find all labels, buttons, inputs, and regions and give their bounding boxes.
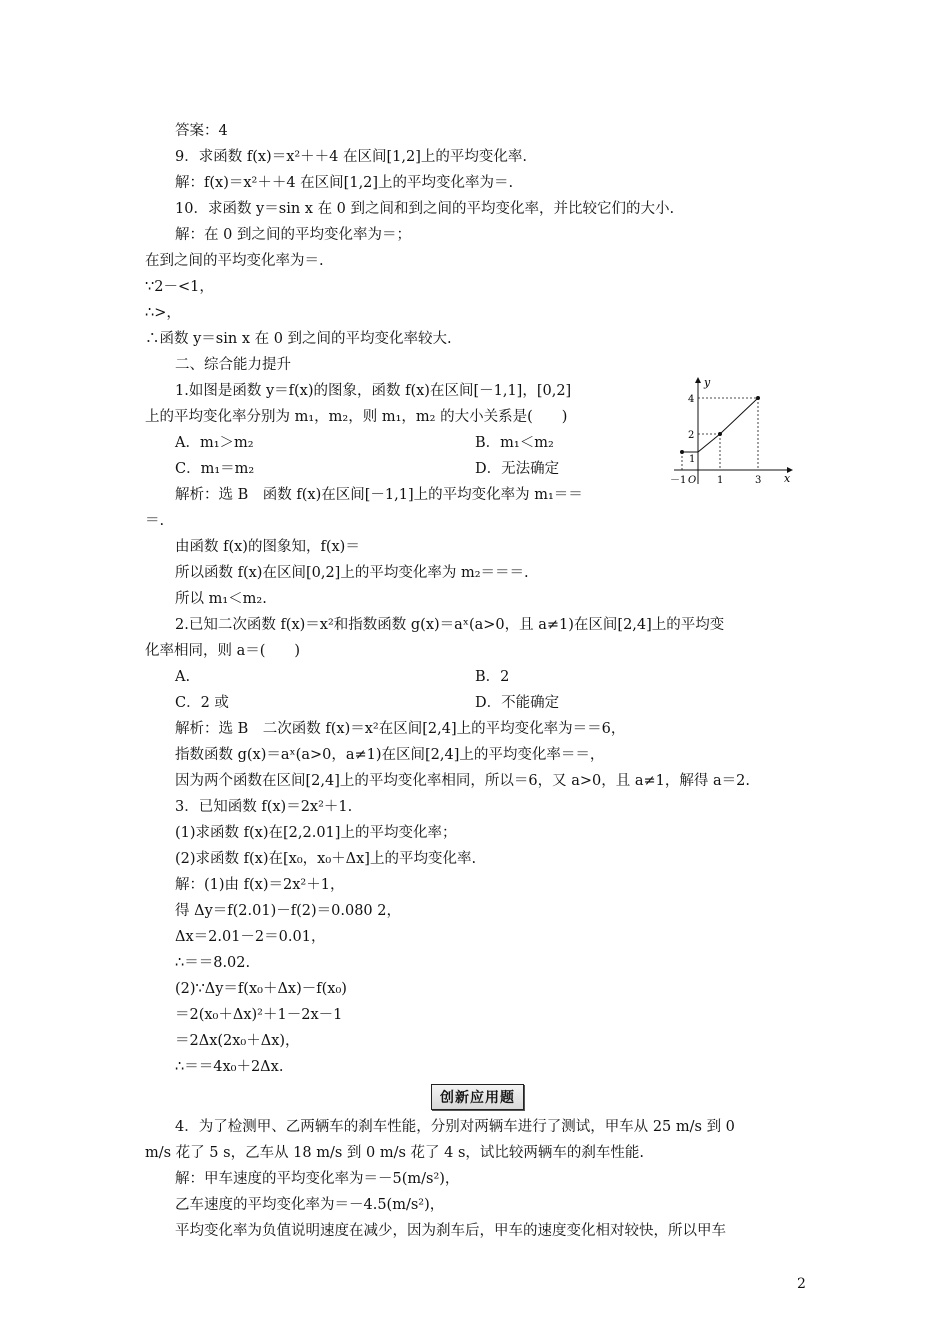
option-c: C．2 或 <box>175 695 229 711</box>
question-4-stem-cont: m/s 花了 5 s，乙车从 18 m/s 到 0 m/s 花了 4 s，试比较两辆车的刹车性能. <box>145 1145 645 1161</box>
option-c: C．m₁＝m₂ <box>175 461 255 477</box>
solution-line: 解析：选 B 函数 f(x)在区间[－1,1]上的平均变化率为 m₁＝＝ <box>175 487 583 503</box>
solution-line: 平均变化率为负值说明速度在减少，因为刹车后，甲车的速度变化相对较快，所以甲车 <box>175 1223 726 1239</box>
solution-line: 解析：选 B 二次函数 f(x)＝x²在区间[2,4]上的平均变化率为＝＝6， <box>175 721 626 737</box>
option-b: B．m₁＜m₂ <box>475 435 554 451</box>
solution-line: ＝. <box>145 513 165 529</box>
solution-line: 乙车速度的平均变化率为＝－4.5(m/s²)， <box>175 1197 445 1213</box>
solution-line: ＝2Δx(2x₀＋Δx)， <box>175 1033 300 1049</box>
x-tick-3: 3 <box>755 475 762 486</box>
graph-point <box>718 432 722 436</box>
text-line: ∴函数 y＝sin x 在 0 到之间的平均变化率较大. <box>145 331 452 347</box>
text-line: 在到之间的平均变化率为＝. <box>145 253 324 269</box>
question-1-stem-cont: 上的平均变化率分别为 m₁，m₂，则 m₁，m₂ 的大小关系是( ) <box>145 409 568 425</box>
graph-point <box>756 396 760 400</box>
solution-line: 所以函数 f(x)在区间[0,2]上的平均变化率为 m₂＝＝＝. <box>175 565 529 581</box>
solution-line: 因为两个函数在区间[2,4]上的平均变化率相同，所以＝6，又 a>0，且 a≠1，解得 a＝2. <box>175 773 750 789</box>
text-line: (2)求函数 f(x)在[x₀，x₀＋Δx]上的平均变化率. <box>175 851 477 867</box>
text-line: 9．求函数 f(x)＝x²＋＋4 在区间[1,2]上的平均变化率. <box>175 149 527 165</box>
question-2-stem-cont: 化率相同，则 a＝( ) <box>145 643 301 659</box>
y-axis-label: y <box>704 376 711 389</box>
option-d: D．无法确定 <box>475 461 560 477</box>
solution-line: 所以 m₁＜m₂. <box>175 591 267 607</box>
option-a: A．m₁＞m₂ <box>175 435 254 451</box>
question-2-options-row <box>145 664 810 690</box>
text-line: 答案：4 <box>175 123 228 139</box>
text-line: ∵2－<1， <box>145 279 214 295</box>
option-b: B．2 <box>475 669 510 685</box>
solution-line: (2)∵Δy＝f(x₀＋Δx)－f(x₀) <box>175 981 347 997</box>
solution-line: 解：(1)由 f(x)＝2x²＋1， <box>175 877 345 893</box>
solution-line: 解：甲车速度的平均变化率为＝－5(m/s²)， <box>175 1171 460 1187</box>
document-body <box>145 118 810 1244</box>
page-number: 2 <box>797 1276 806 1292</box>
solution-line: 得 Δy＝f(2.01)－f(2)＝0.080 2， <box>175 903 401 919</box>
text-line: (1)求函数 f(x)在[2,2.01]上的平均变化率； <box>175 825 457 841</box>
x-tick-1: 1 <box>717 475 724 486</box>
function-graph <box>668 372 798 490</box>
y-tick-1: 1 <box>689 454 696 465</box>
x-axis-label: x <box>784 472 791 485</box>
solution-line: ＝2(x₀＋Δx)²＋1－2x－1 <box>175 1007 343 1023</box>
solution-line: ∴＝＝4x₀＋2Δx. <box>175 1059 284 1075</box>
text-line: ∴>， <box>145 305 181 321</box>
question-1-stem: 1.如图是函数 y＝f(x)的图象，函数 f(x)在区间[－1,1]，[0,2] <box>175 383 572 399</box>
option-d: D．不能确定 <box>475 695 560 711</box>
solution-line: ∴＝＝8.02. <box>175 955 251 971</box>
section-badge-row <box>145 1080 810 1114</box>
question-2-stem: 2.已知二次函数 f(x)＝x²和指数函数 g(x)＝aˣ(a>0，且 a≠1)在区间[2,4]上的平均变 <box>175 617 725 633</box>
text-line: 解：f(x)＝x²＋＋4 在区间[1,2]上的平均变化率为＝. <box>175 175 514 191</box>
section-badge: 创新应用题 <box>431 1084 524 1110</box>
x-tick-neg1: －1 <box>670 475 687 486</box>
y-tick-4: 4 <box>688 394 695 405</box>
y-tick-2: 2 <box>688 430 695 441</box>
text-line: 10．求函数 y＝sin x 在 0 到之间和到之间的平均变化率，并比较它们的大小. <box>175 201 675 217</box>
section-heading: 二、综合能力提升 <box>175 357 291 373</box>
text-line: 解：在 0 到之间的平均变化率为＝； <box>175 227 411 243</box>
question-3-stem: 3．已知函数 f(x)＝2x²＋1. <box>175 799 353 815</box>
solution-line: Δx＝2.01－2＝0.01， <box>175 929 326 945</box>
question-4-stem: 4．为了检测甲、乙两辆车的刹车性能，分别对两辆车进行了测试，甲车从 25 m/s 到 0 <box>175 1119 735 1135</box>
origin-label: O <box>688 475 697 486</box>
solution-line: 由函数 f(x)的图象知，f(x)＝ <box>175 539 360 555</box>
solution-line: 指数函数 g(x)＝aˣ(a>0，a≠1)在区间[2,4]上的平均变化率＝＝， <box>175 747 605 763</box>
option-a: A. <box>175 669 191 685</box>
graph-point <box>680 450 684 454</box>
question-2-options-row <box>145 690 810 716</box>
